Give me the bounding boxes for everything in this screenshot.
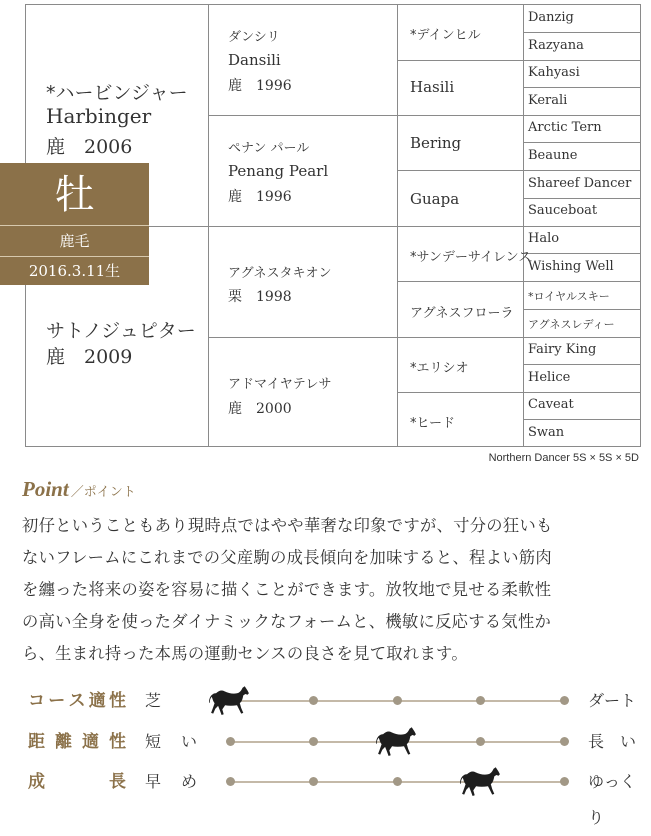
aptitude-label-char: 適 <box>88 691 106 711</box>
pedigree-divider <box>397 281 640 282</box>
aptitude-left-label <box>145 724 197 760</box>
aptitude-dot <box>476 696 485 705</box>
aptitude-dot <box>393 777 402 786</box>
aptitude-right-label <box>588 764 636 827</box>
aptitude-label-char: ー <box>48 691 66 711</box>
dam-dam-info: 鹿 2000 <box>228 401 292 417</box>
aptitude-dot <box>309 777 318 786</box>
aptitude-dot <box>226 777 235 786</box>
gen3-name: Bering <box>410 134 462 152</box>
point-line: を纏った将来の姿を容易に描くことができます。放牧地で見せる柔軟性 <box>22 580 552 599</box>
aptitude-label-char: 性 <box>109 732 126 752</box>
aptitude-right-label <box>588 683 636 719</box>
pedigree-divider <box>397 60 640 61</box>
aptitude-right-char: ト <box>620 691 637 710</box>
gen4-name: Kerali <box>528 93 568 108</box>
aptitude-right-char: い <box>619 732 636 751</box>
gen4-name: *ロイヤルスキー <box>528 290 610 303</box>
dam-sire-name-jp: アグネスタキオン <box>228 266 332 281</box>
aptitude-dot <box>309 737 318 746</box>
point-line: ら、生まれ持った本馬の運動センスの良さを見て取れます。 <box>22 644 468 663</box>
pedigree-divider <box>523 87 640 88</box>
sire-dam-name-en: Penang Pearl <box>228 162 329 180</box>
pedigree-divider <box>523 419 640 420</box>
gen3-name: Guapa <box>410 190 460 208</box>
aptitude-left-char: め <box>180 772 197 791</box>
aptitude-right-char: ダ <box>588 691 605 710</box>
aptitude-dot <box>309 696 318 705</box>
sex-label: 牡 <box>54 172 95 218</box>
aptitude-row <box>0 683 651 719</box>
pedigree-divider <box>208 115 640 116</box>
aptitude-left-char: い <box>180 732 197 751</box>
horse-silhouette-icon <box>460 764 502 800</box>
aptitude-left-char: 芝 <box>145 691 162 710</box>
pedigree-divider <box>523 309 640 310</box>
aptitude-label <box>28 764 126 800</box>
gen3-name: *サンデーサイレンス <box>410 250 532 265</box>
sire-sire-name-en: Dansili <box>228 51 281 69</box>
horse-silhouette-icon <box>209 683 251 719</box>
gen4-name: Beaune <box>528 148 578 163</box>
point-description <box>22 510 634 670</box>
dam-name-jp: サトノジュピター <box>46 320 196 342</box>
aptitude-label <box>28 683 126 719</box>
gen4-name: Danzig <box>528 10 574 25</box>
sire-name-en: Harbinger <box>46 104 152 128</box>
pedigree-divider <box>208 337 640 338</box>
pedigree-divider <box>397 392 640 393</box>
aptitude-label-char: 適 <box>82 732 99 752</box>
gen4-name: Helice <box>528 370 571 385</box>
gen3-name: Hasili <box>410 78 455 96</box>
aptitude-dot <box>226 737 235 746</box>
sire-dam-name-jp: ペナン パール <box>228 141 310 156</box>
aptitude-dot <box>393 696 402 705</box>
sire-sire-info: 鹿 1996 <box>228 78 292 94</box>
coat-color-label: 鹿毛 <box>59 232 90 250</box>
gen4-name: Razyana <box>528 38 584 53</box>
dam-info: 鹿 2009 <box>46 346 133 368</box>
sire-dam-info: 鹿 1996 <box>228 189 292 205</box>
gen3-name: *エリシオ <box>410 361 469 376</box>
aptitude-dot <box>560 777 569 786</box>
aptitude-left-char: 短 <box>145 732 162 751</box>
pedigree-divider <box>397 170 640 171</box>
gen4-name: Caveat <box>528 397 574 412</box>
gen4-name: Kahyasi <box>528 65 580 80</box>
aptitude-left-label <box>145 764 197 800</box>
aptitude-left-char: 早 <box>145 772 162 791</box>
point-title-jp: ／ポイント <box>70 485 136 500</box>
gen4-name: Halo <box>528 231 560 246</box>
gen4-name: アグネスレディー <box>528 318 615 331</box>
aptitude-dot <box>560 737 569 746</box>
sire-info: 鹿 2006 <box>46 136 133 158</box>
gen4-name: Fairy King <box>528 342 597 357</box>
horse-profile-badge <box>0 163 149 285</box>
pedigree-divider <box>523 32 640 33</box>
dam-dam-name-jp: アドマイヤテレサ <box>228 377 332 392</box>
horse-silhouette-icon <box>376 724 418 760</box>
point-title-en: Point <box>22 477 69 501</box>
aptitude-right-label <box>588 724 636 760</box>
gen4-name: Arctic Tern <box>528 120 602 135</box>
inbreeding-note: Northern Dancer 5S × 5S × 5D <box>488 452 639 464</box>
aptitude-right-char: ー <box>604 691 621 710</box>
gen3-name: アグネスフローラ <box>410 306 514 321</box>
point-line: の高い全身を使ったダイナミックなフォームと、機敏に反応する気性か <box>22 612 552 631</box>
gen4-name: Shareef Dancer <box>528 176 632 191</box>
sire-name-jp: *ハービンジャー <box>46 82 188 104</box>
aptitude-label-char: 長 <box>109 772 126 792</box>
aptitude-label-char: 性 <box>109 691 126 711</box>
pedigree-divider <box>523 142 640 143</box>
aptitude-left-label <box>145 683 197 719</box>
aptitude-label-char: コ <box>28 691 45 711</box>
dam-sire-info: 栗 1998 <box>228 289 292 305</box>
pedigree-divider <box>523 253 640 254</box>
aptitude-row <box>0 724 651 760</box>
aptitude-dot <box>476 737 485 746</box>
gen4-name: Swan <box>528 425 565 440</box>
aptitude-dot <box>560 696 569 705</box>
aptitude-label-char: 成 <box>28 772 45 792</box>
aptitude-label-char: 距 <box>28 732 45 752</box>
aptitude-label-char: 離 <box>55 732 72 752</box>
aptitude-right-char: 長 <box>588 732 605 751</box>
pedigree-divider <box>523 198 640 199</box>
pedigree-divider <box>523 364 640 365</box>
gen4-name: Sauceboat <box>528 203 598 218</box>
aptitude-right-char: ゆっくり <box>588 772 636 827</box>
sire-sire-name-jp: ダンシリ <box>228 30 280 45</box>
aptitude-label <box>28 724 126 760</box>
gen4-name: Wishing Well <box>528 259 614 274</box>
point-line: ないフレームにこれまでの父産駒の成長傾向を加味すると、程よい筋肉 <box>22 548 552 567</box>
gen3-name: *デインヒル <box>410 28 481 43</box>
birth-date-label: 2016.3.11生 <box>28 262 121 280</box>
point-heading <box>22 477 136 502</box>
aptitude-label-char: ス <box>68 691 86 711</box>
gen3-name: *ヒード <box>410 416 455 431</box>
aptitude-row <box>0 764 651 827</box>
point-line: 初仔ということもあり現時点ではやや華奢な印象ですが、寸分の狂いも <box>22 516 553 535</box>
